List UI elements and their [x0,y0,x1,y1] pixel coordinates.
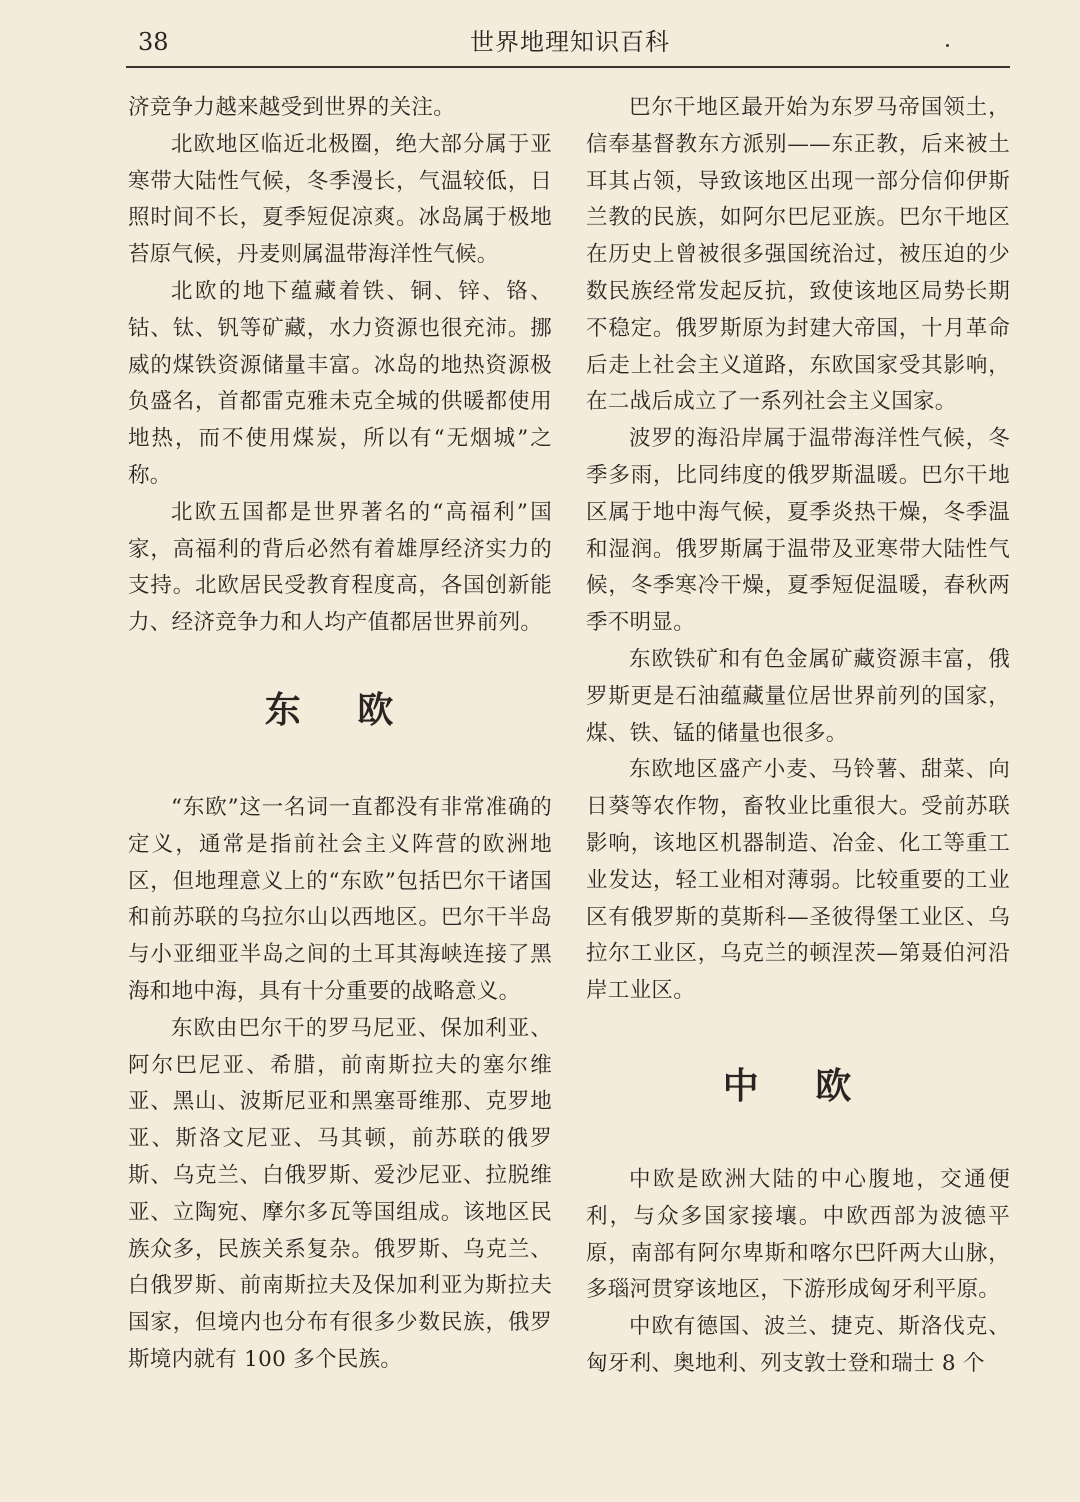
left-column [128,90,552,1379]
paragraph: 波罗的海沿岸属于温带海洋性气候，冬季多雨，比同纬度的俄罗斯温暖。巴尔干地区属于地中海气候，夏季炎热干燥，冬季温和湿润。俄罗斯属于温带及亚寒带大陆性气候，冬季寒冷干燥，夏季短促温暖，春秋两季不明显。 [586,426,1010,636]
paragraph: 济竞争力越来越受到世界的关注。 [128,95,456,120]
paragraph: 中欧是欧洲大陆的中心腹地，交通便利，与众多国家接壤。中欧西部为波德平原，南部有阿尔卑斯和喀尔巴阡两大山脉，多瑙河贯穿该地区，下游形成匈牙利平原。 [586,1166,1010,1303]
paragraph: 东欧地区盛产小麦、马铃薯、甜菜、向日葵等农作物，畜牧业比重很大。受前苏联影响，该地区机器制造、冶金、化工等重工业发达，轻工业相对薄弱。比较重要的工业区有俄罗斯的莫斯科—圣彼得堡工业区、乌拉尔工业区，乌克兰的顿涅茨—第聂伯河沿岸工业区。 [586,757,1010,1004]
header-dot [946,44,949,47]
running-title: 世界地理知识百科 [470,28,670,56]
paragraph: 北欧五国都是世界著名的“高福利”国家，高福利的背后必然有着雄厚经济实力的支持。北欧居民受教育程度高，各国创新能力、经济竞争力和人均产值都居世界前列。 [128,499,552,636]
paragraph: “东欧”这一名词一直都没有非常准确的定义，通常是指前社会主义阵营的欧洲地区，但地理意义上的“东欧”包括巴尔干诸国和前苏联的乌拉尔山以西地区。巴尔干半岛与小亚细亚半岛之间的土耳其海峡连接了黑海和地中海，具有十分重要的战略意义。 [128,794,552,1004]
paragraph: 北欧的地下蕴藏着铁、铜、锌、铬、钴、钛、钒等矿藏，水力资源也很充沛。挪威的煤铁资源储量丰富。冰岛的地热资源极负盛名，首都雷克雅未克全城的供暖都使用地热，而不使用煤炭，所以有“无烟城”之称。 [128,278,552,488]
paragraph: 东欧由巴尔干的罗马尼亚、保加利亚、阿尔巴尼亚、希腊，前南斯拉夫的塞尔维亚、黑山、波斯尼亚和黑塞哥维那、克罗地亚、斯洛文尼亚、马其顿，前苏联的俄罗斯、乌克兰、白俄罗斯、爱沙尼亚、拉脱维亚、立陶宛、摩尔多瓦等国组成。该地区民族众多，民族关系复杂。俄罗斯、乌克兰、白俄罗斯、前南斯拉夫及保加利亚为斯拉夫国家，但境内也分布有很多少数民族，俄罗斯境内就有 100 多个民族。 [128,1015,552,1372]
right-column [586,90,1010,1383]
section-title-central-europe: 中 欧 [722,1064,874,1107]
paragraph: 巴尔干地区最开始为东罗马帝国领土，信奉基督教东方派别——东正教，后来被土耳其占领，导致该地区出现一部分信仰伊斯兰教的民族，如阿尔巴尼亚族。巴尔干地区在历史上曾被很多强国统治过，被压迫的少数民族经常发起反抗，致使该地区局势长期不稳定。俄罗斯原为封建大帝国，十月革命后走上社会主义道路，东欧国家受其影响，在二战后成立了一系列社会主义国家。 [586,95,1010,415]
paragraph: 东欧铁矿和有色金属矿藏资源丰富，俄罗斯更是石油蕴藏量位居世界前列的国家，煤、铁、锰的储量也很多。 [586,646,1010,746]
page-number: 38 [138,28,169,56]
paragraph: 北欧地区临近北极圈，绝大部分属于亚寒带大陆性气候，冬季漫长，气温较低，日照时间不长，夏季短促凉爽。冰岛属于极地苔原气候，丹麦则属温带海洋性气候。 [128,131,552,268]
header-rule [126,66,1010,68]
paragraph: 中欧有德国、波兰、捷克、斯洛伐克、匈牙利、奥地利、列支敦士登和瑞士 8 个 [586,1314,1010,1376]
section-title-east-europe: 东 欧 [264,688,416,731]
